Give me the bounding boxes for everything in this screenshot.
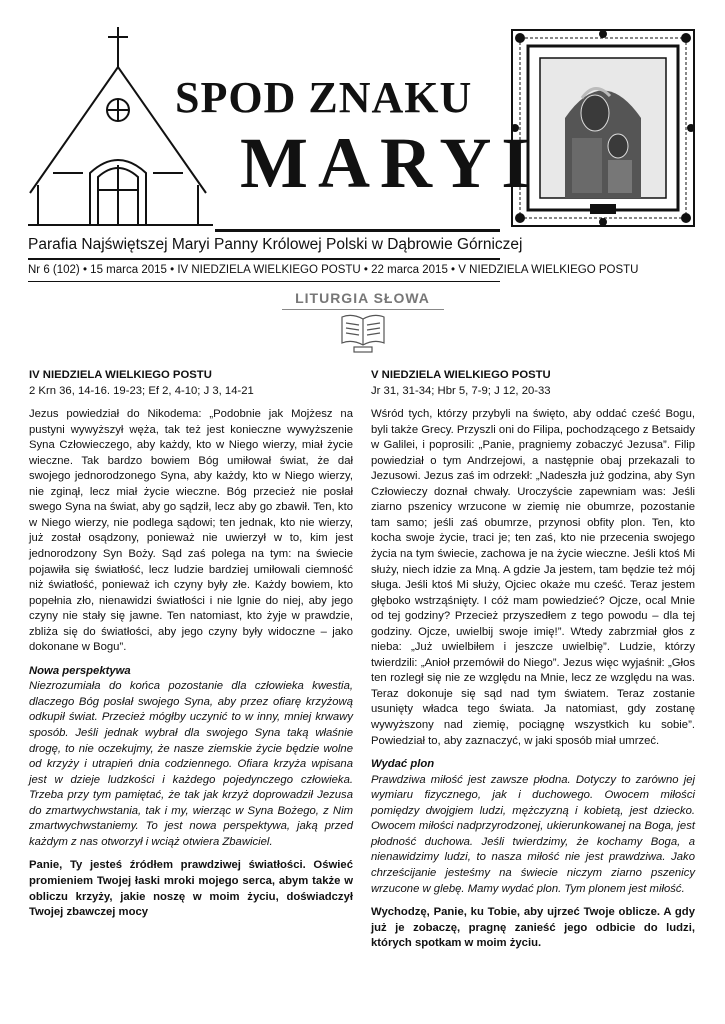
parish-name: Parafia Najświętszej Maryi Panny Królowej Polski w Dąbrowie Górniczej (28, 236, 523, 253)
right-gospel-text: Wśród tych, którzy przybyli na święto, aby oddać cześć Bogu, byli także Grecy. Przyszli oni do Filipa, pochodzącego z Betsaidy w Galilei, i poprosili: „Panie, pragniemy zobaczyć Jezusa”. Filip powiedział o tym Andrzejowi, a następnie obaj przekazali to Jezusowi. Jezus zaś im odrzekł: „Nadeszła już godzina, aby Syn Człowieczy doznał chwały. Uroczyście zapewniam was: Jeśli ziarno pszenicy wrzucone w ziemię nie obumrze, pozostanie tam samo; jeśli zaś obumrze, przynosi obfity plon. Ten, kto kocha swoje życie, traci je; ten zaś, kto nie przecenia swojego życia na tym świecie, zachowa je na życie wieczne. Jeśli ktoś Mi służy, niech idzie za Mną. A gdzie Ja jestem, tam będzie też mój sługa. Jeśli ktoś Mi służy, Ojciec okaże mu cześć. Teraz jestem głęboko wstrząśnięty. I cóż mam powiedzieć? Ojcze, ocal Mnie od tej godziny? Przecież przyszedłem z tego powodu – dla tej godziny. Ojcze, uwielbij swoje imię!”. Wtedy zabrzmiał głos z nieba: „Już uwielbiłem i jeszcze uwielbię”. Ludzie, którzy twierdzili: „Anioł przemówił do Niego”. Jezus więc wyjaśnił: „Głos ten rozległ się nie ze względu na Mnie, lecz ze względu na was. Teraz dokonuje się sąd nad tym światem. Teraz zostanie usunięty władca tego świata. Ja natomiast, gdy zostanę wywyższony nad ziemię, pociągnę wszystkich ku sobie”. Powiedział to, aby zaznaczyć, w jaki sposób miał umrzeć. (371, 408, 695, 747)
right-sunday-title: V NIEDZIELA WIELKIEGO POSTU (371, 369, 551, 381)
parish-divider (28, 258, 500, 260)
left-subheading: Nowa perspektywa (29, 664, 131, 677)
right-commentary: Prawdziwa miłość jest zawsze płodna. Dotyczy to zarówno jej wymiaru fizycznego, jak i duchowego. Owocem miłości pomiędzy dwojgiem ludzi, mężczyzną i kobietą, jest dziecko. Owocem miłości nadprzyrodzonej, ukierunkowanej na Boga, jest płodność duchowa. Jeśli twierdzimy, że kochamy Boga, a nienawidzimy ludzi, to nasza miłość nie jest prawdziwa. Jako chrześcijanie jesteśmy na świecie niczym ziarno pszenicy wrzucone w glebę. Mamy wydać plon. Tym plonem jest miłość. (371, 773, 695, 895)
left-prayer: Panie, Ty jesteś źródłem prawdziwej światłości. Oświeć promieniem Twojej łaski mroki mojego serca, abym także w obliczu krzyży, jakie noszę w moim życiu, doświadczył Twojej zbawczej mocy (29, 859, 353, 919)
issue-line: Nr 6 (102) • 15 marca 2015 • IV NIEDZIELA WIELKIEGO POSTU • 22 marca 2015 • V NIEDZIELA WIELKIEGO POSTU (28, 264, 639, 276)
left-readings: 2 Krn 36, 14-16. 19-23; Ef 2, 4-10; J 3, 14-21 (29, 384, 254, 397)
right-subheading: Wydać plon (371, 758, 435, 771)
section-heading-rule (282, 309, 444, 310)
right-prayer: Wychodzę, Panie, ku Tobie, aby ujrzeć Twoje oblicze. A gdy już je zobaczę, pragnę zanieść jego odbicie do ludzi, których spotkam w moim życiu. (371, 906, 695, 950)
left-commentary: Niezrozumiała do końca pozostanie dla człowieka kwestia, dlaczego Bóg posłał swojego Syna, aby przez ofiarę krzyżową odkupił świat. Przecież mógłby uczynić to w inny, mniej krwawy sposób. Jeśli jednak wybrał dla swojego Syna taką właśnie drogę, to nie oczekujmy, że nasze ziemskie życie będzie wolne od krzyży i utrapień dnia codziennego. Ofiara krzyża wpisana jest w dzieje ludzkości i każdego pojedynczego człowieka. Trzeba przy tym pamiętać, że tak jak krzyż doprowadził Jezusa do zmartwychwstania, tak i my, wierząc w Syna Bożego, z Nim zmartwychwstaniemy. To jest nowa perspektywa, jaką przed każdym z nas otworzył i wciąż otwiera Zbawiciel. (29, 680, 353, 848)
left-column (29, 368, 353, 921)
right-readings: Jr 31, 31-34; Hbr 5, 7-9; J 12, 20-33 (371, 384, 551, 397)
left-gospel-text: Jezus powiedział do Nikodema: „Podobnie jak Mojżesz na pustyni wywyższył węża, tak też jest konieczne wywyższenie Syna Człowieczego, aby każdy, kto w Niego wierzy, miał życie wieczne. Tak bardzo bowiem Bóg umiłował świat, że dał swojego jednorodzonego Syna, aby każdy, kto w Niego wierzy, nie zginął, lecz miał życie wieczne. Bóg przecież nie posłał swego Syna na świat, aby go sądził, lecz aby go zbawił. Ten, kto w Niego wierzy, nie podlega sądowi; ten jednak, kto nie wierzy, już został osądzony, ponieważ nie uwierzył w to, kim jest jednorodzony Syn Boży. Sąd zaś polega na tym: na świecie pojawiła się światłość, lecz ludzie bardziej umiłowali ciemność niż światłość, ponieważ ich czyny były złe. Każdy bowiem, kto popełnia zło, nienawidzi światłości i nie lgnie do niej, aby jego czyny nie stały się jawne. Ten natomiast, kto żyje w prawdzie, zbliża się do światłości, aby jego czyny były widoczne – jako dokonane w Bogu”. (29, 408, 353, 654)
right-column (371, 368, 695, 952)
section-heading: LITURGIA SŁOWA (295, 290, 430, 306)
newsletter-title-top: SPOD ZNAKU (175, 73, 473, 122)
left-sunday-title: IV NIEDZIELA WIELKIEGO POSTU (29, 369, 212, 381)
newsletter-title-main: MARYI (240, 123, 540, 203)
open-book-icon (340, 313, 386, 355)
issue-divider (28, 281, 500, 282)
title-divider (215, 229, 500, 232)
church-illustration (28, 25, 213, 230)
